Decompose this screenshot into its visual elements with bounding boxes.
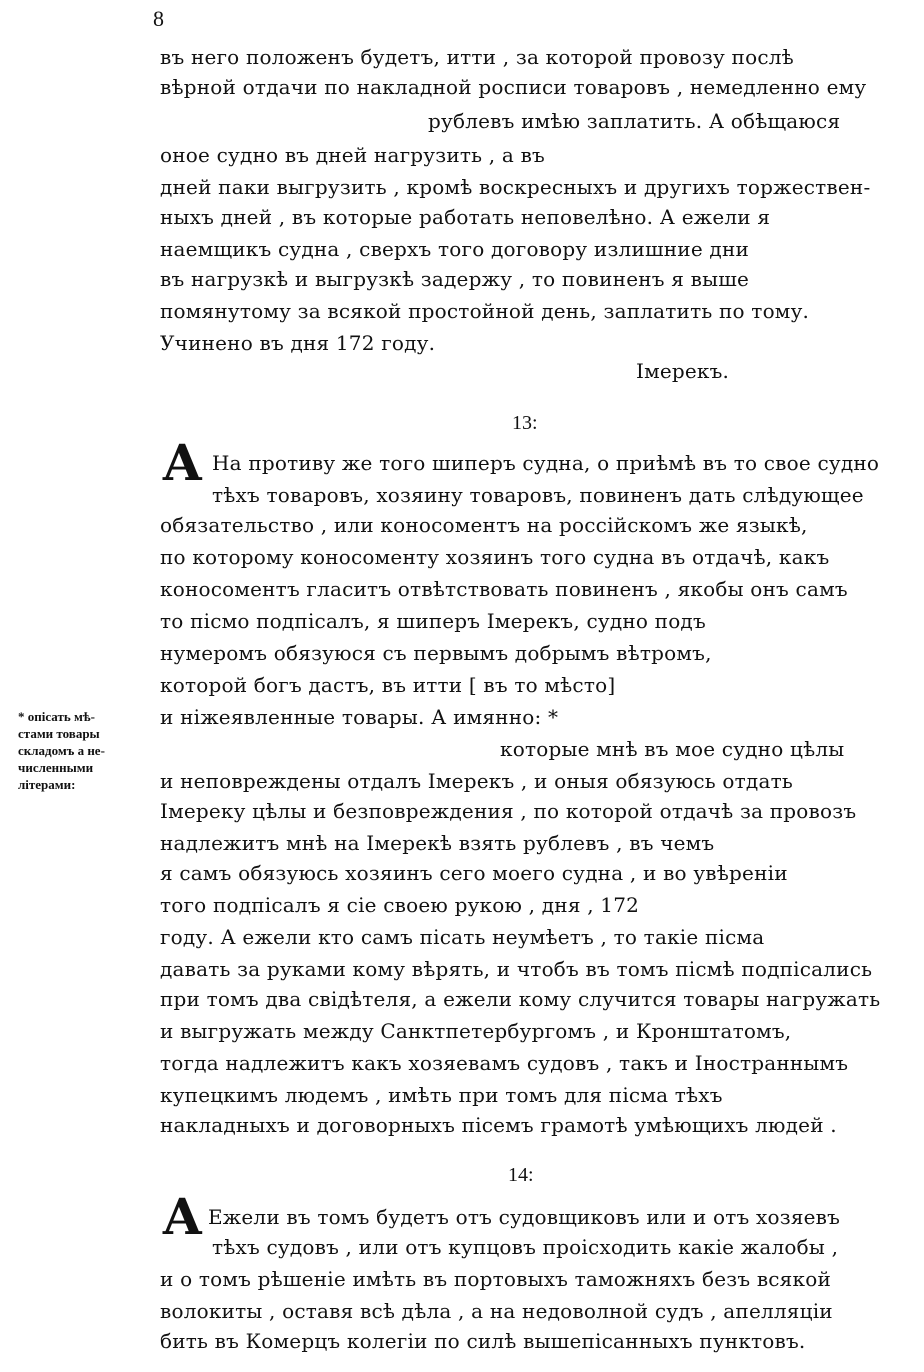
signature-name: Імерекъ. <box>636 359 730 383</box>
text-line: Ежели въ томъ будетъ отъ судовщиковъ или и отъ хозяевъ <box>208 1205 841 1229</box>
text-line: тѣхъ судовъ , или отъ купцовъ проісходить какіе жалобы , <box>212 1235 839 1259</box>
text-line: и ніжеявленные товары. А имянно: * <box>160 705 559 729</box>
text-line: того подпісалъ я сіе своею рукою , дня , 172 <box>160 893 640 917</box>
text-line: въ него положенъ будетъ, итти , за которой провозу послѣ <box>160 45 794 69</box>
text-line: обязательство , или коносоментъ на россійскомъ же языкѣ, <box>160 513 808 537</box>
text-line: оное судно въ дней нагрузить , а въ <box>160 143 545 167</box>
margin-note-line: складомъ а не- <box>18 743 105 758</box>
text-line: рублевъ имѣю заплатить. А обѣщаюся <box>428 109 841 133</box>
text-line: бить въ Комерцъ колегіи по силѣ вышепісанныхъ пунктовъ. <box>160 1329 806 1353</box>
text-line: то пісмо подпісалъ, я шиперъ Імерекъ, судно подъ <box>160 609 706 633</box>
text-line: нумеромъ обязуюся съ первымъ добрымъ вѣтромъ, <box>160 641 712 665</box>
text-line: дней паки выгрузить , кромѣ воскресныхъ и другихъ торжествен- <box>160 175 871 199</box>
text-line: помянутому за всякой простойной день, заплатить по тому. <box>160 299 810 323</box>
text-line: Імереку цѣлы и безповреждения , по которой отдачѣ за провозъ <box>160 799 857 823</box>
section-number: 14: <box>508 1164 534 1186</box>
text-line: и неповреждены отдалъ Імерекъ , и оныя обязуюсь отдать <box>160 769 793 793</box>
text-line: году. А ежели кто самъ пісать неумѣетъ , то такіе пісма <box>160 925 765 949</box>
text-line: накладныхъ и договорныхъ пісемъ грамотѣ умѣющихъ людей . <box>160 1113 837 1137</box>
text-line: при томъ два свідѣтеля, а ежели кому случится товары нагружать <box>160 987 881 1011</box>
text-line: Учинено въ дня 172 году. <box>160 331 436 355</box>
text-line: тогда надлежитъ какъ хозяевамъ судовъ , такъ и Іностраннымъ <box>160 1051 849 1075</box>
margin-note-line: численными <box>18 760 94 775</box>
text-line: ныхъ дней , въ которые работать неповелѣно. А ежели я <box>160 205 771 229</box>
margin-note <box>18 708 158 793</box>
text-line: купецкимъ людемъ , имѣть при томъ для пісма тѣхъ <box>160 1083 723 1107</box>
text-line: давать за руками кому вѣрять, и чтобъ въ томъ пісмѣ подпісались <box>160 957 873 981</box>
text-line: наемщикъ судна , сверхъ того договору излишние дни <box>160 237 750 261</box>
section-number: 13: <box>512 412 538 434</box>
text-line: На противу же того шиперъ судна, о приѣмѣ въ то свое судно <box>212 451 880 475</box>
text-line: которые мнѣ въ мое судно цѣлы <box>500 737 845 761</box>
text-line: въ нагрузкѣ и выгрузкѣ задержу , то повиненъ я выше <box>160 267 750 291</box>
text-line: я самъ обязуюсь хозяинъ сего моего судна , и во увѣреніи <box>160 861 788 885</box>
text-line: и о томъ рѣшеніе имѣть въ портовыхъ таможняхъ безъ всякой <box>160 1267 831 1291</box>
margin-note-line: * опісать мѣ- <box>18 709 95 724</box>
text-line: коносоментъ гласитъ отвѣтствовать повиненъ , якобы онъ самъ <box>160 577 848 601</box>
text-line: надлежитъ мнѣ на Імерекѣ взять рублевъ , въ чемъ <box>160 831 715 855</box>
drop-cap: А <box>162 433 203 492</box>
margin-note-line: літерами: <box>18 777 76 792</box>
drop-cap: А <box>162 1187 203 1246</box>
text-line: по которому коносоменту хозяинъ того судна въ отдачѣ, какъ <box>160 545 830 569</box>
text-line: волокиты , оставя всѣ дѣла , а на недоволной судъ , апелляціи <box>160 1299 833 1323</box>
text-line: тѣхъ товаровъ, хозяину товаровъ, повиненъ дать слѣдующее <box>212 483 864 507</box>
page-number: 8 <box>153 6 164 31</box>
text-line: которой богъ дастъ, въ итти [ въ то мѣсто] <box>160 673 616 697</box>
text-line: и выгружать между Санктпетербургомъ , и Кронштатомъ, <box>160 1019 792 1043</box>
text-line: вѣрной отдачи по накладной росписи товаровъ , немедленно ему <box>160 75 867 99</box>
margin-note-line: стами товары <box>18 726 100 741</box>
